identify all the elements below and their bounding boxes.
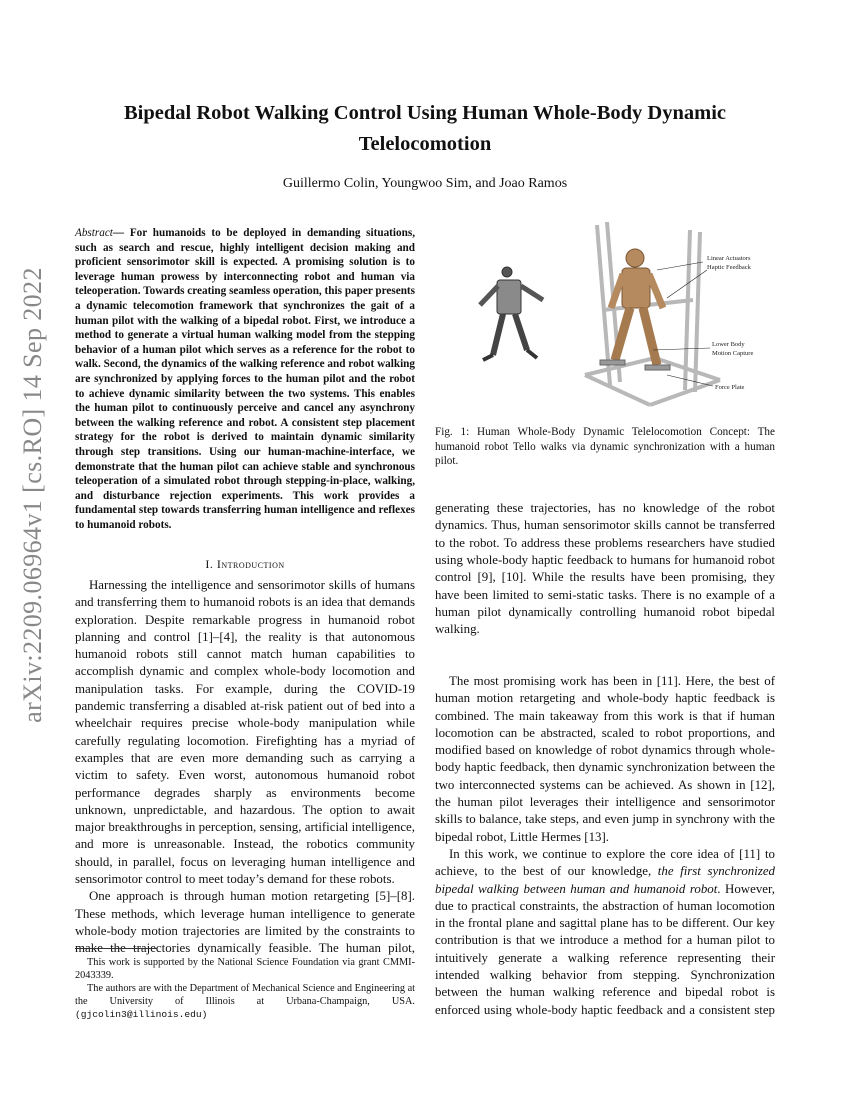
email-address[interactable]: (gjcolin3@illinois.edu) xyxy=(75,1009,208,1020)
figure-1 xyxy=(435,210,775,415)
abstract-text: — For humanoids to be deployed in demanding situations, such as search and rescue, highly intelligent decision making and proficient sensorimotor skill is expected. A promising solution is to leverage human prowess by interconnecting robot and human via teleoperation. Towards creating seamless operation, this paper presents a dynamic telecomotion framework that synchronizes the gait of a human pilot with the walking of a bipedal robot. First, we introduce a method to generate a virtual human walking model from the stepping behavior of a human pilot which serves as a reference for the robot to walk. Second, the dynamics of the walking reference and robot walking are synchronized by applying forces to the human pilot and the robot to achieve dynamic similarity between the two systems. This enables the human pilot to continuously perceive and cancel any asynchrony between the walking reference and robot. A consistent step placement strategy for the robot is derived to maintain dynamic similarity through step transitions. Using our human-machine-interface, we demonstrate that the human pilot can achieve stable and synchronous teleoperation of a simulated robot through stepping-in-place, walking, and disturbance rejection experiments. This work provides a fundamental step towards transferring human intelligence and reflexes to humanoid robots. xyxy=(75,227,415,531)
exoskeleton-frame xyxy=(585,222,720,405)
section-number: I. xyxy=(205,557,214,571)
section-heading xyxy=(75,557,415,572)
arxiv-sidebar xyxy=(8,267,58,723)
intro-paragraph-2: One approach is through human motion retargeting [5]–[8]. These methods, which leverage human intelligence to generate whole-body motion trajectories are limited by the constraints to make the trajectories dynamically feasible. The human pilot, xyxy=(75,889,415,956)
footnotes xyxy=(75,956,415,1021)
intro-right-column xyxy=(435,500,775,1018)
para4-end: . However, due to practical constraints, the abstraction of human locomotion in the frontal plane and sagittal plane has to be different. Our key contribution is that we introduce a method for a human pilot to intuitively generate a walking reference representing their intended walking behavior from stepping. Synchronization between the human walking reference and bipedal robot is enforced using whole-body haptic feedback and a consistent step xyxy=(435,881,775,1017)
tello-robot xyxy=(480,267,543,360)
footnote-rule xyxy=(75,948,157,949)
intro-left-column xyxy=(75,577,415,957)
abstract xyxy=(75,226,415,532)
intro-paragraph-2-continued xyxy=(435,500,775,673)
telelocomotion-illustration xyxy=(435,210,775,415)
label-lower-body: Lower Body xyxy=(712,341,745,348)
intro-paragraph-1: Harnessing the intelligence and sensorimotor skills of humans and transferring them to humanoid robots is an idea that demands exploration. Despite remarkable progress in humanoid robot planning and control [1]–[4], the reality is that autonomous humanoid robots still cannot match human capabilities to accomplish dynamic and complex whole-body locomotion and manipulation tasks. For example, during the COVID-19 pandemic transferring a disabled at-risk patient out of bed into a wheelchair requires precise whole-body manipulation while carefully regulating locomotion. Firefighting has a myriad of examples that are even more demanding such as carrying a victim to safety. Even worst, autonomous humanoid robot performance degrades sharply as environments become unknown, unpredictable, and hazardous. The option to await major breakthroughs in perception, sensing, artificial intelligence, and more is unreasonable. Instead, the robotics community should, in parallel, focus on leveraging human intelligence and sensorimotor control to meet today’s demand for these robots. xyxy=(75,578,415,887)
label-linear-actuators: Linear Actuators xyxy=(707,255,751,262)
label-force-plate: Force Plate xyxy=(715,384,745,391)
paper-title: Bipedal Robot Walking Control Using Human Whole-Body Dynamic Telelocomotion xyxy=(123,102,727,155)
para2-continuation-text: generating these trajectories, has no knowledge of the robot dynamics. Thus, human sensorimotor skills cannot be transferred to the robot. To address these problems researchers have studied using whole-body haptic feedback to humans for humanoid robot control [9], [10]. While the results have been promising, they have been limited to semi-static tasks. There is no example of a human pilot dynamically controlling humanoid robot bipedal walking. xyxy=(435,501,775,637)
para4-start: In this work, we continue to explore the core idea of [11] to achieve, to the best of our knowledge, xyxy=(435,846,775,879)
label-motion-capture: Motion Capture xyxy=(712,350,754,357)
abstract-label: Abstract xyxy=(75,227,113,239)
author-list: Guillermo Colin, Youngwoo Sim, and Joao Ramos xyxy=(282,176,568,191)
section-title: Introduction xyxy=(216,557,285,571)
affiliation-text: The authors are with the Department of Mechanical Science and Engineering at the University of Illinois at Urbana-Champaign, USA. xyxy=(75,983,415,1007)
funding-footnote: This work is supported by the National Science Foundation via grant CMMI-2043339. xyxy=(75,957,415,981)
para4-emphasis: the first synchronized bipedal walking between human and humanoid robot xyxy=(435,864,775,896)
figure-1-caption: Fig. 1: Human Whole-Body Dynamic Telelocomotion Concept: The humanoid robot Tello walks via dynamic synchronization with a human pilot. xyxy=(435,426,775,468)
intro-paragraph-3: The most promising work has been in [11]. Here, the best of human motion retargeting and whole-body haptic feedback is combined. The main takeaway from this work is that if human locomotion can be abstracted, scaled to robot proportions, and modified based on knowledge of robot dynamics through whole-body haptic feedback, then dynamic synchronization between the two interconnected systems can be achieved. As shown in [12], the human pilot leverages their intelligence and sensorimotor skills to balance, take steps, and even jump in synchrony with the bipedal robot, Little Hermes [13]. xyxy=(435,674,775,844)
arxiv-identifier: arXiv:2209.06964v1 [cs.RO] 14 Sep 2022 xyxy=(18,267,47,723)
intro-paragraph-4 xyxy=(435,846,775,1018)
affiliation-footnote xyxy=(75,982,415,1021)
label-haptic-feedback: Haptic Feedback xyxy=(707,264,751,271)
